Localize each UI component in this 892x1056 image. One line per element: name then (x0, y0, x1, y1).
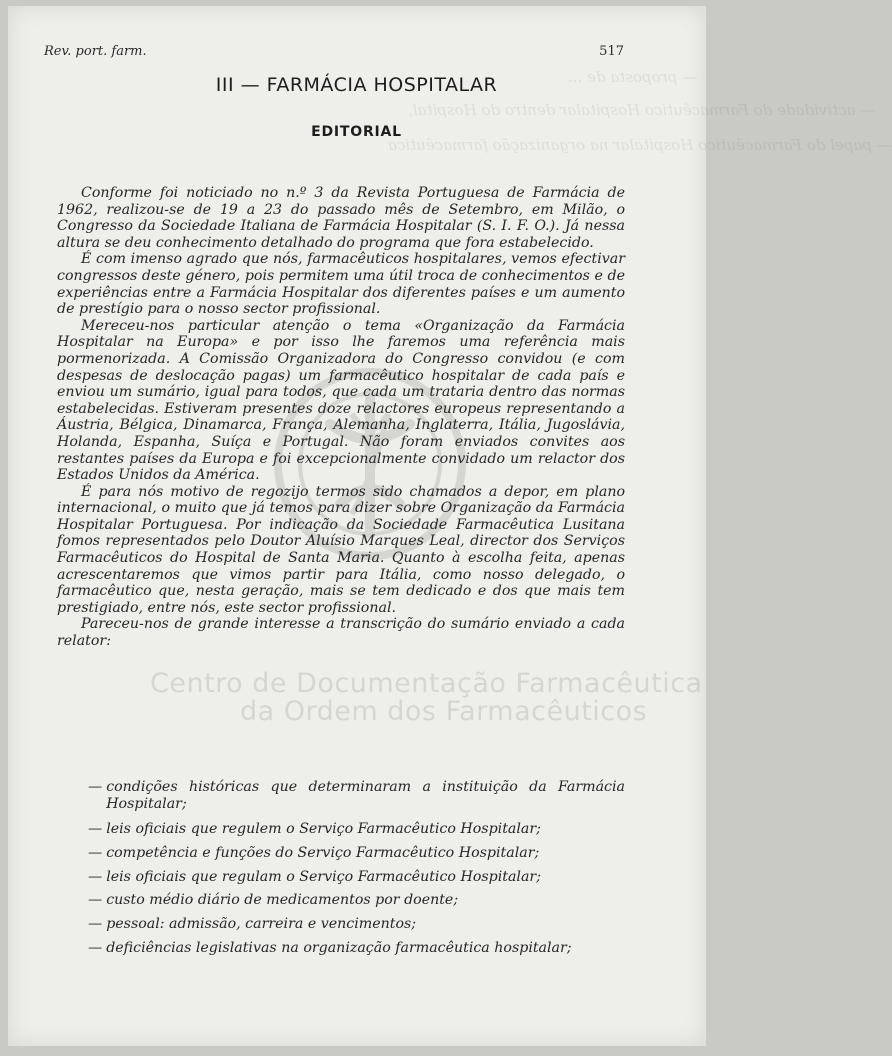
list-item-text: custo médio diário de medicamentos por doente; (106, 892, 459, 909)
list-item (88, 821, 625, 838)
bleed-through-text: — papel do Farmacêutico Hospitalar na organização farmacêutica (388, 136, 892, 154)
list-dash: — (88, 868, 103, 885)
list-item-text: leis oficiais que regulam o Serviço Farmacêutico Hospitalar; (106, 868, 541, 885)
list-dash: — (88, 939, 103, 956)
list-item-text: competência e funções do Serviço Farmacêutico Hospitalar; (106, 844, 540, 861)
paragraph: Pareceu-nos de grande interesse a transcrição do sumário enviado a cada relator: (57, 616, 625, 650)
article-body (57, 185, 625, 650)
watermark-line-2: da Ordem dos Farmacêuticos (240, 696, 648, 727)
list-dash: — (88, 844, 103, 861)
summary-list (88, 779, 625, 964)
editorial-heading: EDITORIAL (311, 124, 402, 140)
list-item-text: pessoal: admissão, carreira e vencimentos; (106, 916, 417, 933)
list-item-text: leis oficiais que regulem o Serviço Farmacêutico Hospitalar; (106, 820, 541, 837)
list-item (88, 779, 625, 812)
running-header (44, 44, 624, 64)
list-dash: — (88, 820, 103, 837)
list-item (88, 916, 625, 933)
list-item (88, 892, 625, 909)
bleed-through-text: — actividade do Farmacêutico Hospitalar dentro do Hospital, (408, 101, 876, 119)
list-item-text: deficiências legislativas na organização farmacêutica hospitalar; (106, 939, 572, 956)
list-dash: — (88, 916, 103, 933)
list-dash: — (88, 779, 103, 795)
bleed-through-text: — proposta de ... (568, 68, 698, 86)
list-item (88, 940, 625, 957)
list-item-text: condições históricas que determinaram a instituição da Farmácia Hospitalar; (106, 779, 625, 812)
list-item (88, 869, 625, 886)
paragraph: Conforme foi noticiado no n.º 3 da Revista Portuguesa de Farmácia de 1962, realizou-se de 19 a 23 do passado mês de Setembro, em Milão, o Congresso da Sociedade Italiana de Farmácia Hospitalar (S. I. F. O.). Já nessa altura se deu conhecimento detalhado do programa que fora estabelecido. (57, 185, 625, 251)
paragraph: Mereceu-nos particular atenção o tema «Organização da Farmácia Hospitalar na Europa» e por isso lhe faremos uma referência mais pormenorizada. A Comissão Organizadora do Congresso convidou (e com despesas de deslocação pagas) um farmacêutico hospitalar de cada país e enviou um sumário, igual para todos, que cada um trataria dentro das normas estabelecidas. Estiveram presentes doze relactores europeus representando a Áustria, Bélgica, Dinamarca, França, Alemanha, Inglaterra, Itália, Jugoslávia, Holanda, Espanha, Suíça e Portugal. Não foram enviados convites aos restantes países da Europa e foi excepcionalmente convidado um relactor dos Estados Unidos da América. (57, 317, 625, 484)
page-number: 517 (599, 44, 624, 59)
paragraph: É com imenso agrado que nós, farmacêuticos hospitalares, vemos efectivar congressos deste género, pois permitem uma útil troca de conhecimentos e de experiências entre a Farmácia Hospitalar dos diferentes países e um aumento de prestígio para o nosso sector profissional. (57, 251, 625, 318)
watermark-line-1: Centro de Documentação Farmacêutica (150, 668, 703, 699)
journal-title: Rev. port. farm. (44, 44, 147, 59)
paragraph: É para nós motivo de regozijo termos sido chamados a depor, em plano internacional, o muito que já temos para dizer sobre Organização da Farmácia Hospitalar Portuguesa. Por indicação da Sociedade Farmacêutica Lusitana fomos representados pelo Doutor Aluísio Marques Leal, director dos Serviços Farmacêuticos do Hospital de Santa Maria. Quanto à escolha feita, apenas acrescentaremos que vimos partir para Itália, como nosso delegado, o farmacêutico que, nesta geração, mais se tem dedicado e dos que mais tem prestigiado, entre nós, este sector profissional. (57, 483, 625, 616)
list-item (88, 845, 625, 862)
list-dash: — (88, 892, 103, 909)
section-title: III — FARMÁCIA HOSPITALAR (215, 74, 498, 96)
